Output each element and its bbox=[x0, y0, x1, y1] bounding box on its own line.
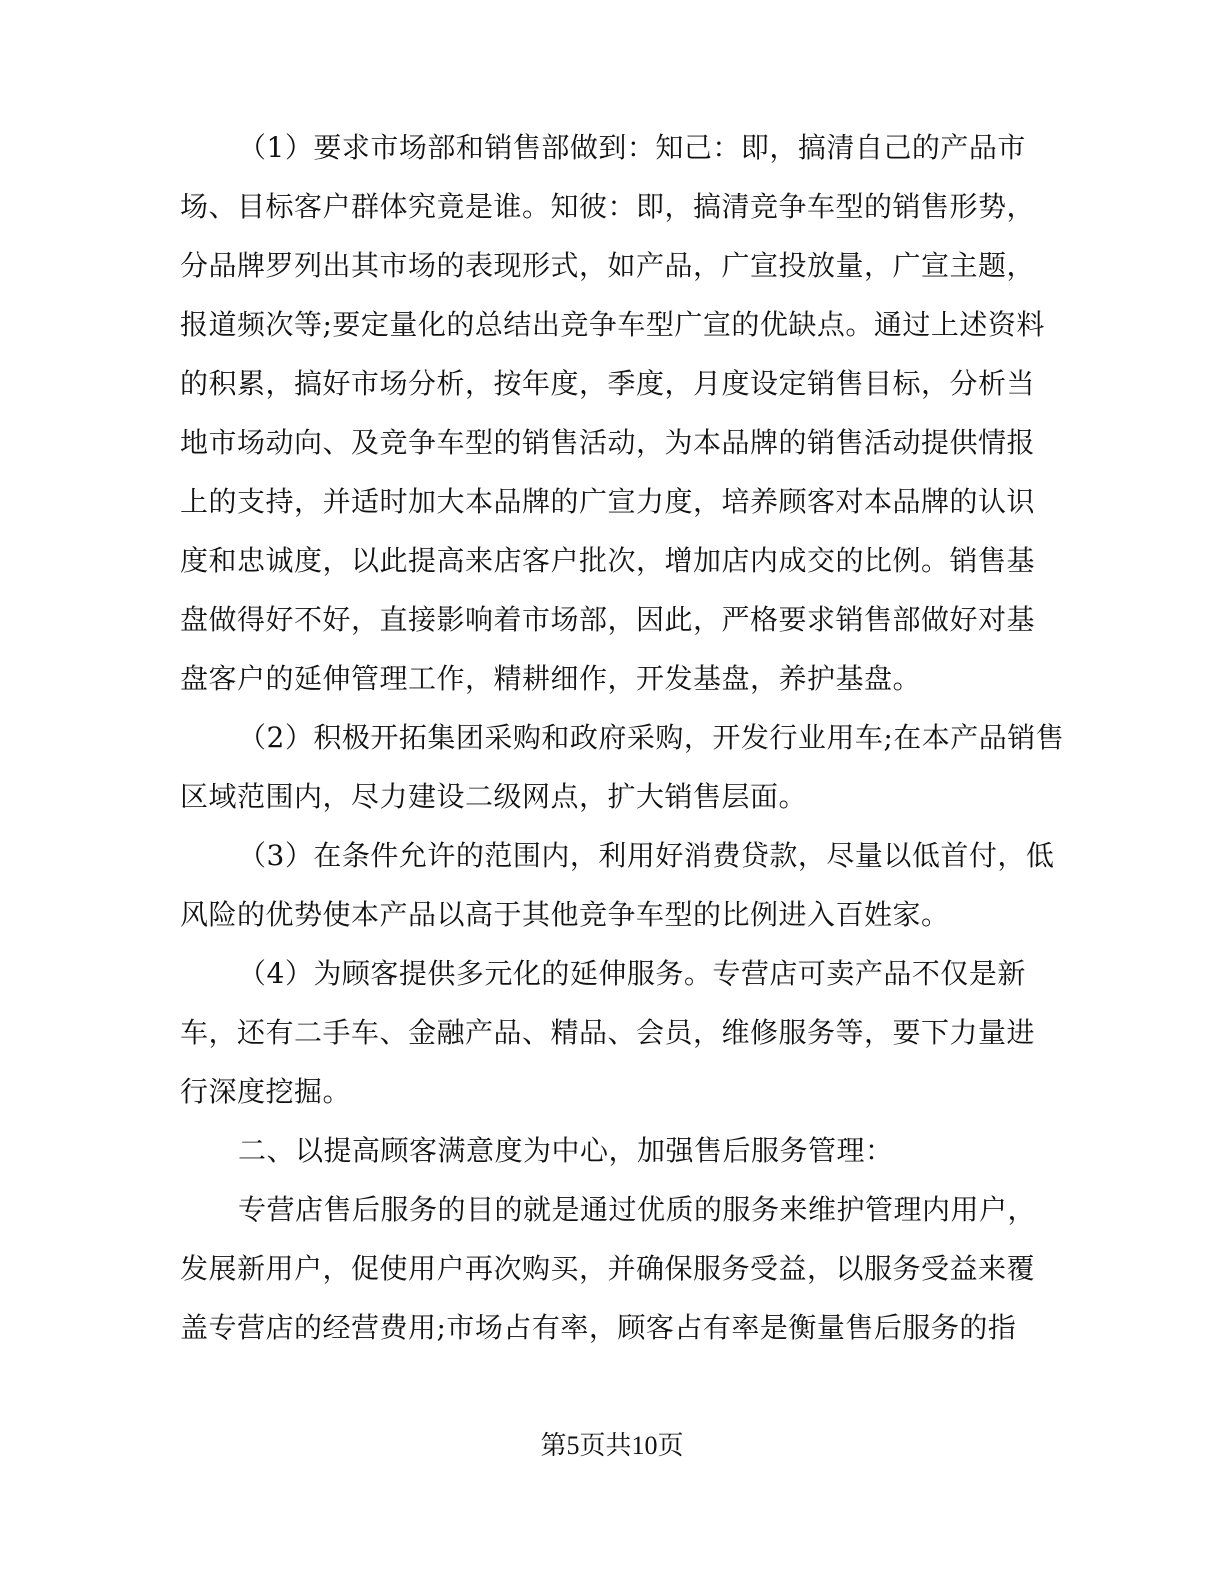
text-line: 盘做得好不好，直接影响着市场部，因此，严格要求销售部做好对基 bbox=[180, 603, 1036, 636]
text-line: 行深度挖掘。 bbox=[180, 1075, 352, 1108]
text-line: （2）积极开拓集团采购和政府采购，开发行业用车;在本产品销售 bbox=[238, 721, 1065, 754]
text-line: 风险的优势使本产品以高于其他竞争车型的比例进入百姓家。 bbox=[180, 898, 950, 931]
text-line: 专营店售后服务的目的就是通过优质的服务来维护管理内用户， bbox=[238, 1193, 1037, 1226]
text-line: （3）在条件允许的范围内，利用好消费贷款，尽量以低首付，低 bbox=[238, 839, 1055, 872]
text-line: 分品牌罗列出其市场的表现形式，如产品，广宣投放量，广宣主题， bbox=[180, 249, 1036, 282]
text-line: 的积累，搞好市场分析，按年度，季度，月度设定销售目标，分析当 bbox=[180, 367, 1036, 400]
text-line: 车，还有二手车、金融产品、精品、会员，维修服务等，要下力量进 bbox=[180, 1016, 1036, 1049]
text-line: 场、目标客户群体究竟是谁。知彼：即，搞清竞争车型的销售形势， bbox=[180, 190, 1036, 223]
text-line: 地市场动向、及竞争车型的销售活动，为本品牌的销售活动提供情报 bbox=[180, 426, 1036, 459]
text-line: （4）为顾客提供多元化的延伸服务。专营店可卖产品不仅是新 bbox=[238, 957, 1026, 990]
text-line: （1）要求市场部和销售部做到：知己：即，搞清自己的产品市 bbox=[238, 131, 1026, 164]
text-line: 报道频次等;要定量化的总结出竞争车型广宣的优缺点。通过上述资料 bbox=[180, 308, 1045, 341]
page-number: 第5页共10页 bbox=[540, 1431, 684, 1460]
text-line: 上的支持，并适时加大本品牌的广宣力度，培养顾客对本品牌的认识 bbox=[180, 485, 1036, 518]
text-line: 盘客户的延伸管理工作，精耕细作，开发基盘，养护基盘。 bbox=[180, 662, 922, 695]
text-line: 区域范围内，尽力建设二级网点，扩大销售层面。 bbox=[180, 780, 808, 813]
text-line: 盖专营店的经营费用;市场占有率，顾客占有率是衡量售后服务的指 bbox=[180, 1311, 1017, 1344]
text-line: 发展新用户，促使用户再次购买，并确保服务受益，以服务受益来覆 bbox=[180, 1252, 1036, 1285]
text-line: 度和忠诚度，以此提高来店客户批次，增加店内成交的比例。销售基 bbox=[180, 544, 1036, 577]
section-heading: 二、以提高顾客满意度为中心，加强售后服务管理： bbox=[238, 1134, 894, 1167]
